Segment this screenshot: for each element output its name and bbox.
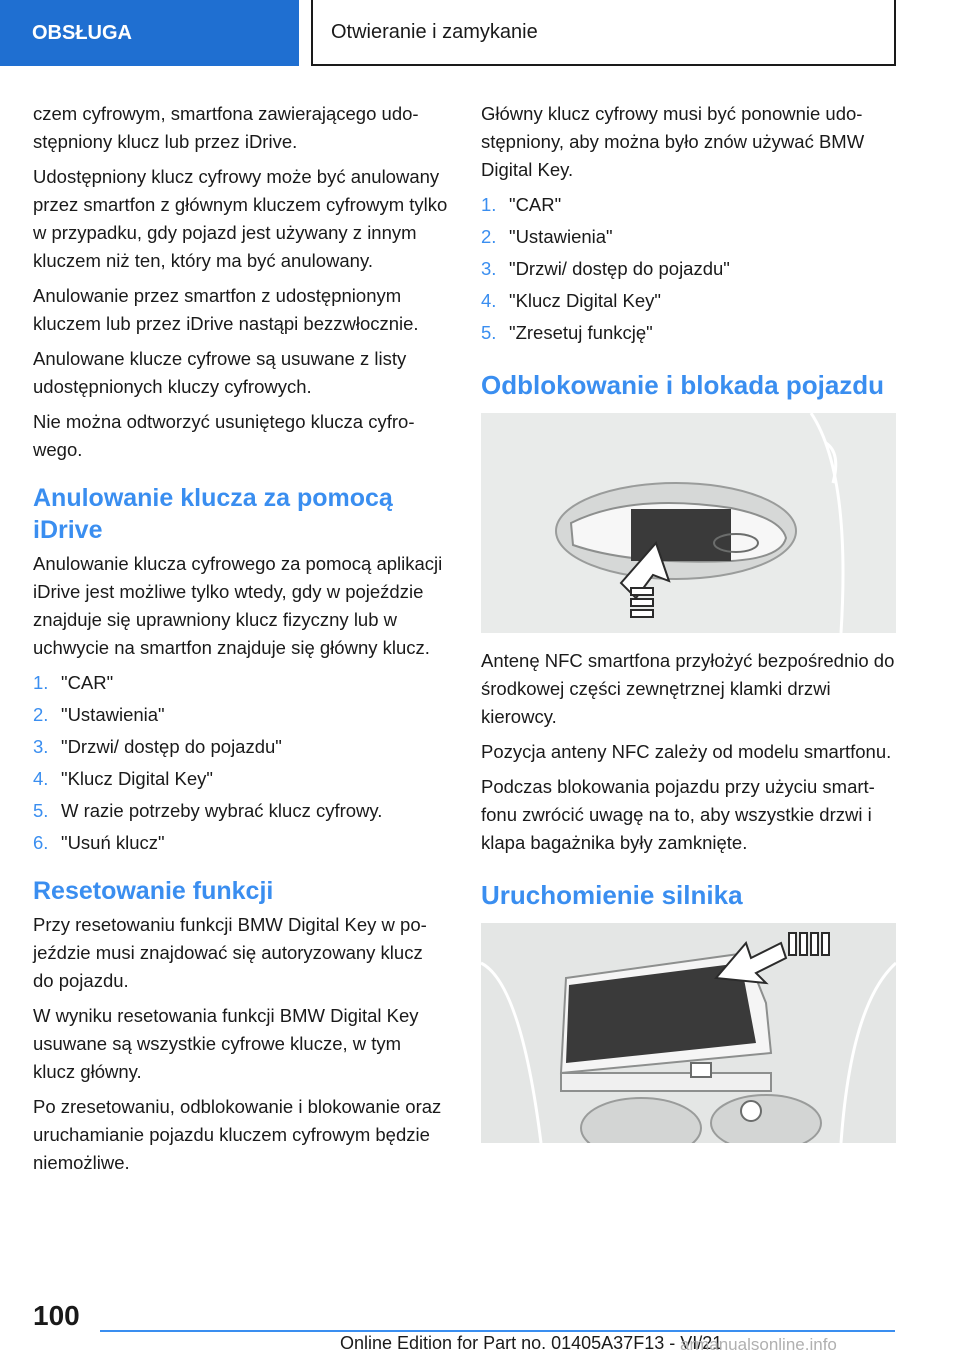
- watermark: armanualsonline.info: [680, 1335, 837, 1354]
- step-text: W razie potrzeby wybrać klucz cyfrowy.: [61, 800, 383, 821]
- paragraph: Anulowanie klucza cyfrowego za pomocą aplikacji iDrive jest możliwe tylko wtedy, gdy w pojeździe znajduje się uprawniony klucz fizyczny lub w uchwycie na smartfon znajduje się główny klucz.: [33, 553, 443, 658]
- left-column: [33, 100, 448, 1184]
- list-item: [33, 765, 448, 793]
- paragraph: Po zresetowaniu, odblokowanie i blokowanie oraz uruchamianie pojazdu kluczem cyfrowym będzie niemożliwe.: [33, 1096, 442, 1173]
- section-tab-label: OBSŁUGA: [32, 21, 132, 44]
- list-item: [33, 733, 448, 761]
- heading-unlock: Odblokowanie i blokada pojazdu: [481, 370, 885, 400]
- list-item: [33, 669, 448, 697]
- list-item: [481, 287, 896, 315]
- step-text: "Klucz Digital Key": [509, 290, 661, 311]
- step-text: "Ustawienia": [509, 226, 613, 247]
- door-handle-svg: [481, 413, 896, 633]
- footer-divider: [100, 1330, 895, 1332]
- door-handle-illustration: [481, 413, 896, 633]
- step-number: 4.: [33, 768, 49, 789]
- list-item: [481, 319, 896, 347]
- console-tray-svg: [481, 923, 896, 1143]
- list-item: [481, 223, 896, 251]
- step-text: "CAR": [61, 672, 114, 693]
- step-text: "Drzwi/ dostęp do pojazdu": [509, 258, 730, 279]
- step-number: 1.: [481, 194, 497, 215]
- paragraph: Pozycja anteny NFC zależy od modelu smartfonu.: [481, 741, 892, 762]
- paragraph: Antenę NFC smartfona przyłożyć bezpośrednio do środkowej części zewnętrznej klamki drzwi kierowcy.: [481, 650, 895, 727]
- paragraph: Anulowane klucze cyfrowe są usuwane z listy udostępnionych kluczy cyfrowych.: [33, 348, 407, 397]
- step-number: 2.: [33, 704, 49, 725]
- step-text: "Klucz Digital Key": [61, 768, 213, 789]
- step-number: 2.: [481, 226, 497, 247]
- reset-steps-list: [481, 191, 896, 347]
- step-text: "Usuń klucz": [61, 832, 165, 853]
- edition-text: Online Edition for Part no. 01405A37F13 - VI/21: [340, 1333, 723, 1353]
- step-text: "Ustawienia": [61, 704, 165, 725]
- step-text: "Zresetuj funkcję": [509, 322, 653, 343]
- chapter-header: [311, 0, 896, 66]
- cancel-steps-list: [33, 669, 448, 857]
- paragraph: Nie można odtworzyć usuniętego klucza cyfrowego.: [33, 411, 415, 460]
- step-number: 5.: [33, 800, 49, 821]
- step-number: 4.: [481, 290, 497, 311]
- chapter-title: Otwieranie i zamykanie: [331, 20, 538, 43]
- step-number: 3.: [481, 258, 497, 279]
- step-text: "CAR": [509, 194, 562, 215]
- step-number: 6.: [33, 832, 49, 853]
- heading-cancel-idrive: Anulowanie klucza za pomocą iDrive: [33, 484, 393, 544]
- paragraph: Anulowanie przez smartfon z udostępnionym kluczem lub przez iDrive nastąpi bezzwłocznie.: [33, 285, 419, 334]
- step-number: 5.: [481, 322, 497, 343]
- heading-start-engine: Uruchomienie silnika: [481, 880, 743, 910]
- list-item: [481, 191, 896, 219]
- right-column: [481, 100, 896, 1157]
- step-text: "Drzwi/ dostęp do pojazdu": [61, 736, 282, 757]
- step-number: 3.: [33, 736, 49, 757]
- paragraph: W wyniku resetowania funkcji BMW Digital Key usuwane są wszystkie cyfrowe klucze, w tym klucz główny.: [33, 1005, 419, 1082]
- console-tray-illustration: [481, 923, 896, 1143]
- step-number: 1.: [33, 672, 49, 693]
- list-item: [481, 255, 896, 283]
- list-item: [33, 829, 448, 857]
- paragraph: Główny klucz cyfrowy musi być ponownie udostępniony, aby można było znów używać BMW Digital Key.: [481, 103, 865, 180]
- heading-reset: Resetowanie funkcji: [33, 877, 274, 905]
- paragraph: Przy resetowaniu funkcji BMW Digital Key w pojeździe musi znajdować się autoryzowany klucz do pojazdu.: [33, 914, 427, 991]
- list-item: [33, 701, 448, 729]
- page-number: 100: [33, 1300, 80, 1331]
- list-item: [33, 797, 448, 825]
- paragraph: czem cyfrowym, smartfona zawierającego udostępniony klucz lub przez iDrive.: [33, 103, 419, 152]
- paragraph: Podczas blokowania pojazdu przy użyciu smartfonu zwrócić uwagę na to, aby wszystkie drzwi i klapa bagażnika były zamknięte.: [481, 776, 875, 853]
- section-tab: [0, 0, 299, 66]
- paragraph: Udostępniony klucz cyfrowy może być anulowany przez smartfon z głównym kluczem cyfrowym tylko w przypadku, gdy pojazd jest używany z innym kluczem niż ten, który ma być anulowany.: [33, 166, 448, 271]
